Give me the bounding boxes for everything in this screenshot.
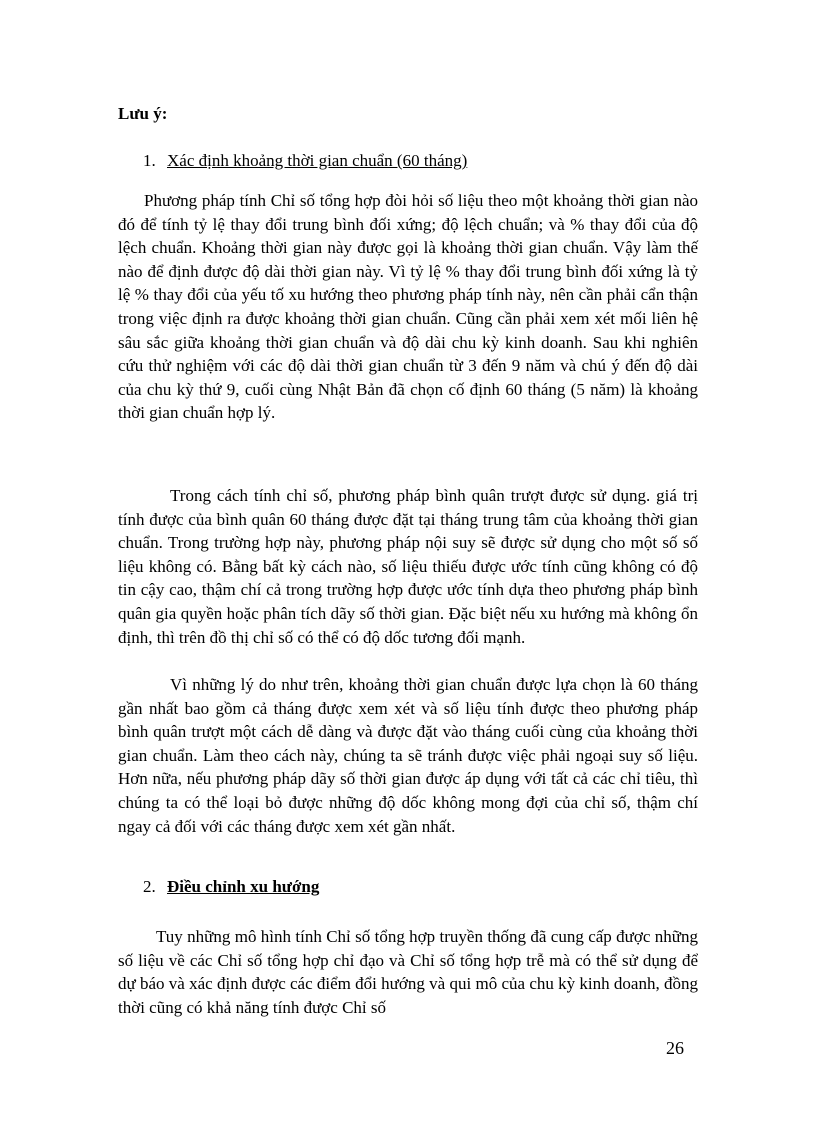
paragraph-1: Phương pháp tính Chỉ số tổng hợp đòi hỏi số liệu theo một khoảng thời gian nào đó để tính tỷ lệ thay đổi trung bình đối xứng; độ lệch chuẩn; và % thay đổi của độ lệch chuẩn. Khoảng thời gian này được gọi là khoảng thời gian chuẩn. Vậy làm thế nào để định được độ dài thời gian này. Vì tỷ lệ % thay đổi trung bình đối xứng là tỷ lệ % thay đổi của yếu tố xu hướng theo phương pháp tính này, nên cần phải cẩn thận trong việc định ra được khoảng thời gian chuẩn. Cũng cần phải xem xét mối liên hệ sâu sắc giữa khoảng thời gian chuẩn và độ dài chu kỳ kinh doanh. Sau khi nghiên cứu thử nghiệm với các độ dài thời gian chuẩn từ 3 đến 9 năm và chú ý đến độ dài của chu kỳ thứ 9, cuối cùng Nhật Bản đã chọn cố định 60 tháng (5 năm) là khoảng thời gian chuẩn hợp lý. bbox=[118, 191, 698, 423]
note-title: Lưu ý: bbox=[118, 104, 168, 123]
paragraph-2: Trong cách tính chỉ số, phương pháp bình quân trượt được sử dụng. giá trị tính được của bình quân 60 tháng được đặt tại tháng trung tâm của khoảng thời gian chuẩn. Trong trường hợp này, phương pháp nội suy sẽ được sử dụng cho một số số liệu không có. Bằng bất kỳ cách nào, số liệu thiếu được ước tính cũng không có độ tin cậy cao, thậm chí cả trong trường hợp được ước tính dựa theo phương pháp bình quân gia quyền hoặc phân tích dãy số thời gian. Đặc biệt nếu xu hướng mà không ổn định, thì trên đồ thị chỉ số có thể có độ dốc tương đối mạnh. bbox=[118, 486, 698, 647]
page-number: 26 bbox=[666, 1038, 684, 1058]
paragraph-4: Tuy những mô hình tính Chỉ số tổng hợp truyền thống đã cung cấp được những số liệu về các Chỉ số tổng hợp chỉ đạo và Chỉ số tổng hợp trễ mà có thể sử dụng để dự báo và xác định được các điểm đổi hướng và qui mô của chu kỳ kinh doanh, đồng thời cũng có khả năng tính được Chỉ số bbox=[118, 927, 698, 1017]
section-number: 1. bbox=[143, 151, 156, 170]
section-title: Xác định khoảng thời gian chuẩn (60 tháng) bbox=[167, 151, 468, 170]
paragraph-3: Vì những lý do như trên, khoảng thời gian chuẩn được lựa chọn là 60 tháng gần nhất bao gồm cả tháng được xem xét và số liệu tính được theo phương pháp bình quân trượt một cách dễ dàng và được đặt vào tháng cuối cùng của khoảng thời gian chuẩn. Làm theo cách này, chúng ta sẽ tránh được việc phải ngoại suy số liệu. Hơn nữa, nếu phương pháp dãy số thời gian được áp dụng với tất cả các chỉ tiêu, thì chúng ta có thể loại bỏ được những độ dốc không mong đợi của chỉ số, thậm chí ngay cả đối với các tháng được xem xét gần nhất. bbox=[118, 675, 698, 836]
section-heading-2 bbox=[143, 875, 319, 899]
section-heading-1 bbox=[143, 149, 467, 173]
section-number: 2. bbox=[143, 877, 156, 896]
section-title: Điều chỉnh xu hướng bbox=[167, 877, 320, 896]
